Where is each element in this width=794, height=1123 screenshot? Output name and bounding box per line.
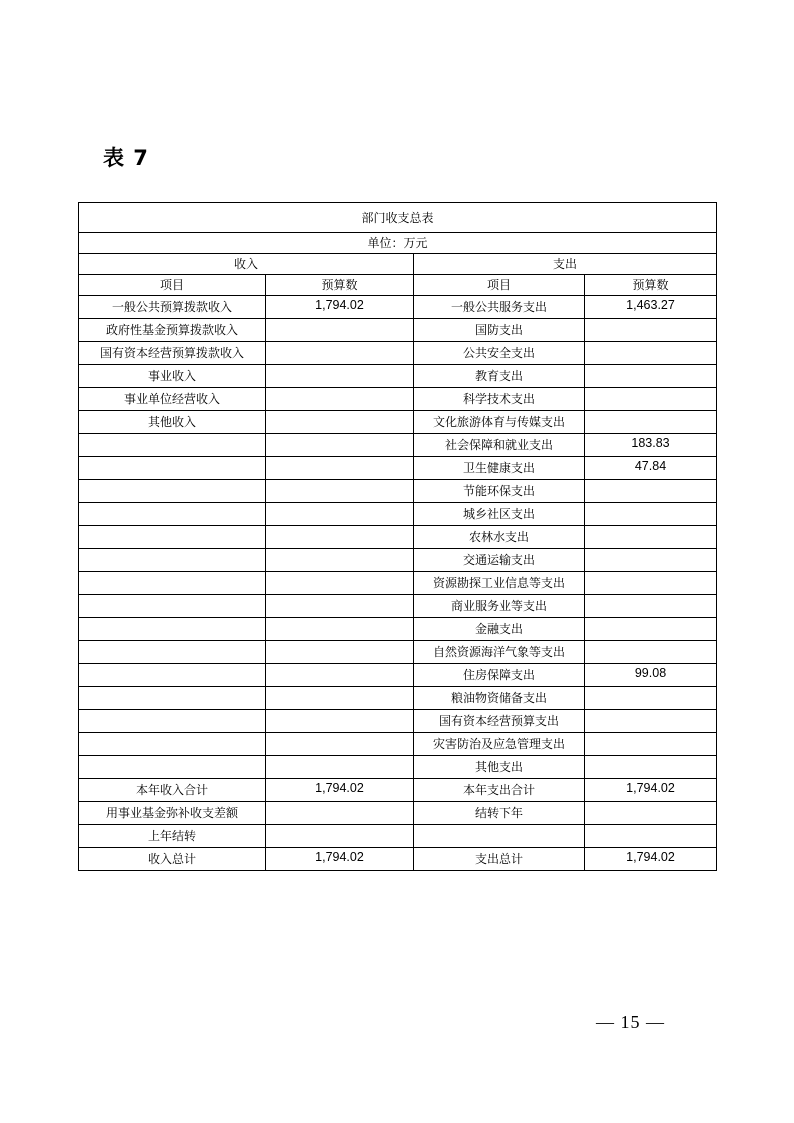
income-amount-cell	[266, 365, 414, 388]
expense-amount-cell	[585, 618, 717, 641]
income-item-cell: 一般公共预算拨款收入	[79, 296, 266, 319]
expense-item-cell: 本年支出合计	[414, 779, 585, 802]
expense-amount-cell	[585, 503, 717, 526]
income-budget-header: 预算数	[266, 275, 414, 296]
income-header: 收入	[79, 254, 414, 275]
income-amount-cell	[266, 618, 414, 641]
expense-item-cell: 国防支出	[414, 319, 585, 342]
income-item-cell: 其他收入	[79, 411, 266, 434]
expense-amount-cell	[585, 710, 717, 733]
table-row	[79, 296, 717, 319]
expense-amount-cell	[585, 595, 717, 618]
income-amount-cell	[266, 733, 414, 756]
table-row	[79, 756, 717, 779]
table-row	[79, 457, 717, 480]
income-amount-cell	[266, 756, 414, 779]
income-amount-cell	[266, 388, 414, 411]
table-row	[79, 388, 717, 411]
table-row	[79, 733, 717, 756]
expense-item-cell: 文化旅游体育与传媒支出	[414, 411, 585, 434]
budget-summary-table	[78, 202, 717, 871]
expense-item-cell: 科学技术支出	[414, 388, 585, 411]
table-row	[79, 641, 717, 664]
expense-item-cell: 粮油物资储备支出	[414, 687, 585, 710]
expense-item-cell: 教育支出	[414, 365, 585, 388]
expense-amount-cell: 1,794.02	[585, 779, 717, 802]
table-row	[79, 848, 717, 871]
table-row	[79, 526, 717, 549]
table-row	[79, 411, 717, 434]
expense-amount-cell: 47.84	[585, 457, 717, 480]
income-amount-cell	[266, 641, 414, 664]
income-item-cell	[79, 434, 266, 457]
expense-item-cell: 节能环保支出	[414, 480, 585, 503]
table-row	[79, 802, 717, 825]
income-item-cell: 事业收入	[79, 365, 266, 388]
page-number: — 15 —	[596, 1012, 665, 1032]
income-amount-cell: 1,794.02	[266, 296, 414, 319]
expense-amount-cell	[585, 342, 717, 365]
expense-header: 支出	[414, 254, 717, 275]
expense-item-cell: 资源勘探工业信息等支出	[414, 572, 585, 595]
income-item-cell: 国有资本经营预算拨款收入	[79, 342, 266, 365]
income-item-header: 项目	[79, 275, 266, 296]
table-row	[79, 595, 717, 618]
table-row	[79, 687, 717, 710]
income-item-cell	[79, 572, 266, 595]
income-item-cell	[79, 710, 266, 733]
income-amount-cell	[266, 411, 414, 434]
table-row	[79, 365, 717, 388]
table-title: 部门收支总表	[79, 203, 717, 233]
expense-item-cell: 交通运输支出	[414, 549, 585, 572]
expense-item-cell: 金融支出	[414, 618, 585, 641]
expense-item-cell: 城乡社区支出	[414, 503, 585, 526]
income-amount-cell	[266, 664, 414, 687]
expense-item-cell: 住房保障支出	[414, 664, 585, 687]
table-row	[79, 572, 717, 595]
expense-item-cell	[414, 825, 585, 848]
income-item-cell	[79, 687, 266, 710]
income-amount-cell	[266, 319, 414, 342]
income-amount-cell	[266, 549, 414, 572]
expense-item-cell: 卫生健康支出	[414, 457, 585, 480]
income-item-cell: 事业单位经营收入	[79, 388, 266, 411]
table-row	[79, 618, 717, 641]
expense-item-cell: 自然资源海洋气象等支出	[414, 641, 585, 664]
table-row	[79, 319, 717, 342]
income-amount-cell	[266, 825, 414, 848]
expense-item-header: 项目	[414, 275, 585, 296]
income-item-cell	[79, 526, 266, 549]
expense-item-cell: 农林水支出	[414, 526, 585, 549]
income-item-cell	[79, 641, 266, 664]
income-item-cell	[79, 595, 266, 618]
expense-item-cell: 结转下年	[414, 802, 585, 825]
expense-item-cell: 其他支出	[414, 756, 585, 779]
expense-item-cell: 一般公共服务支出	[414, 296, 585, 319]
income-item-cell	[79, 480, 266, 503]
income-item-cell: 收入总计	[79, 848, 266, 871]
income-item-cell	[79, 549, 266, 572]
expense-budget-header: 预算数	[585, 275, 717, 296]
income-amount-cell: 1,794.02	[266, 779, 414, 802]
income-item-cell: 政府性基金预算拨款收入	[79, 319, 266, 342]
income-amount-cell	[266, 503, 414, 526]
expense-amount-cell	[585, 388, 717, 411]
table-label: 表 7	[103, 146, 149, 170]
income-amount-cell: 1,794.02	[266, 848, 414, 871]
table-row	[79, 342, 717, 365]
income-amount-cell	[266, 572, 414, 595]
income-item-cell	[79, 664, 266, 687]
expense-amount-cell	[585, 641, 717, 664]
expense-amount-cell: 183.83	[585, 434, 717, 457]
income-item-cell: 本年收入合计	[79, 779, 266, 802]
income-amount-cell	[266, 434, 414, 457]
expense-item-cell: 公共安全支出	[414, 342, 585, 365]
expense-item-cell: 支出总计	[414, 848, 585, 871]
expense-item-cell: 灾害防治及应急管理支出	[414, 733, 585, 756]
expense-amount-cell	[585, 319, 717, 342]
table-row	[79, 549, 717, 572]
table-row	[79, 779, 717, 802]
income-amount-cell	[266, 595, 414, 618]
income-amount-cell	[266, 687, 414, 710]
expense-amount-cell	[585, 756, 717, 779]
table-row	[79, 664, 717, 687]
expense-amount-cell: 1,794.02	[585, 848, 717, 871]
expense-amount-cell	[585, 825, 717, 848]
income-amount-cell	[266, 710, 414, 733]
unit-label: 单位：万元	[79, 233, 717, 254]
table-row	[79, 503, 717, 526]
income-item-cell: 用事业基金弥补收支差额	[79, 802, 266, 825]
income-amount-cell	[266, 802, 414, 825]
income-item-cell	[79, 457, 266, 480]
expense-amount-cell	[585, 526, 717, 549]
expense-amount-cell: 99.08	[585, 664, 717, 687]
income-item-cell	[79, 618, 266, 641]
expense-amount-cell	[585, 480, 717, 503]
expense-amount-cell	[585, 733, 717, 756]
expense-amount-cell	[585, 802, 717, 825]
expense-amount-cell	[585, 411, 717, 434]
income-amount-cell	[266, 526, 414, 549]
income-item-cell	[79, 733, 266, 756]
table-row	[79, 480, 717, 503]
expense-item-cell: 商业服务业等支出	[414, 595, 585, 618]
expense-amount-cell	[585, 687, 717, 710]
expense-amount-cell	[585, 365, 717, 388]
table-row	[79, 434, 717, 457]
income-amount-cell	[266, 457, 414, 480]
expense-amount-cell: 1,463.27	[585, 296, 717, 319]
table-row	[79, 825, 717, 848]
expense-item-cell: 国有资本经营预算支出	[414, 710, 585, 733]
income-item-cell: 上年结转	[79, 825, 266, 848]
expense-amount-cell	[585, 549, 717, 572]
income-amount-cell	[266, 480, 414, 503]
income-item-cell	[79, 756, 266, 779]
income-amount-cell	[266, 342, 414, 365]
expense-amount-cell	[585, 572, 717, 595]
table-row	[79, 710, 717, 733]
income-item-cell	[79, 503, 266, 526]
expense-item-cell: 社会保障和就业支出	[414, 434, 585, 457]
